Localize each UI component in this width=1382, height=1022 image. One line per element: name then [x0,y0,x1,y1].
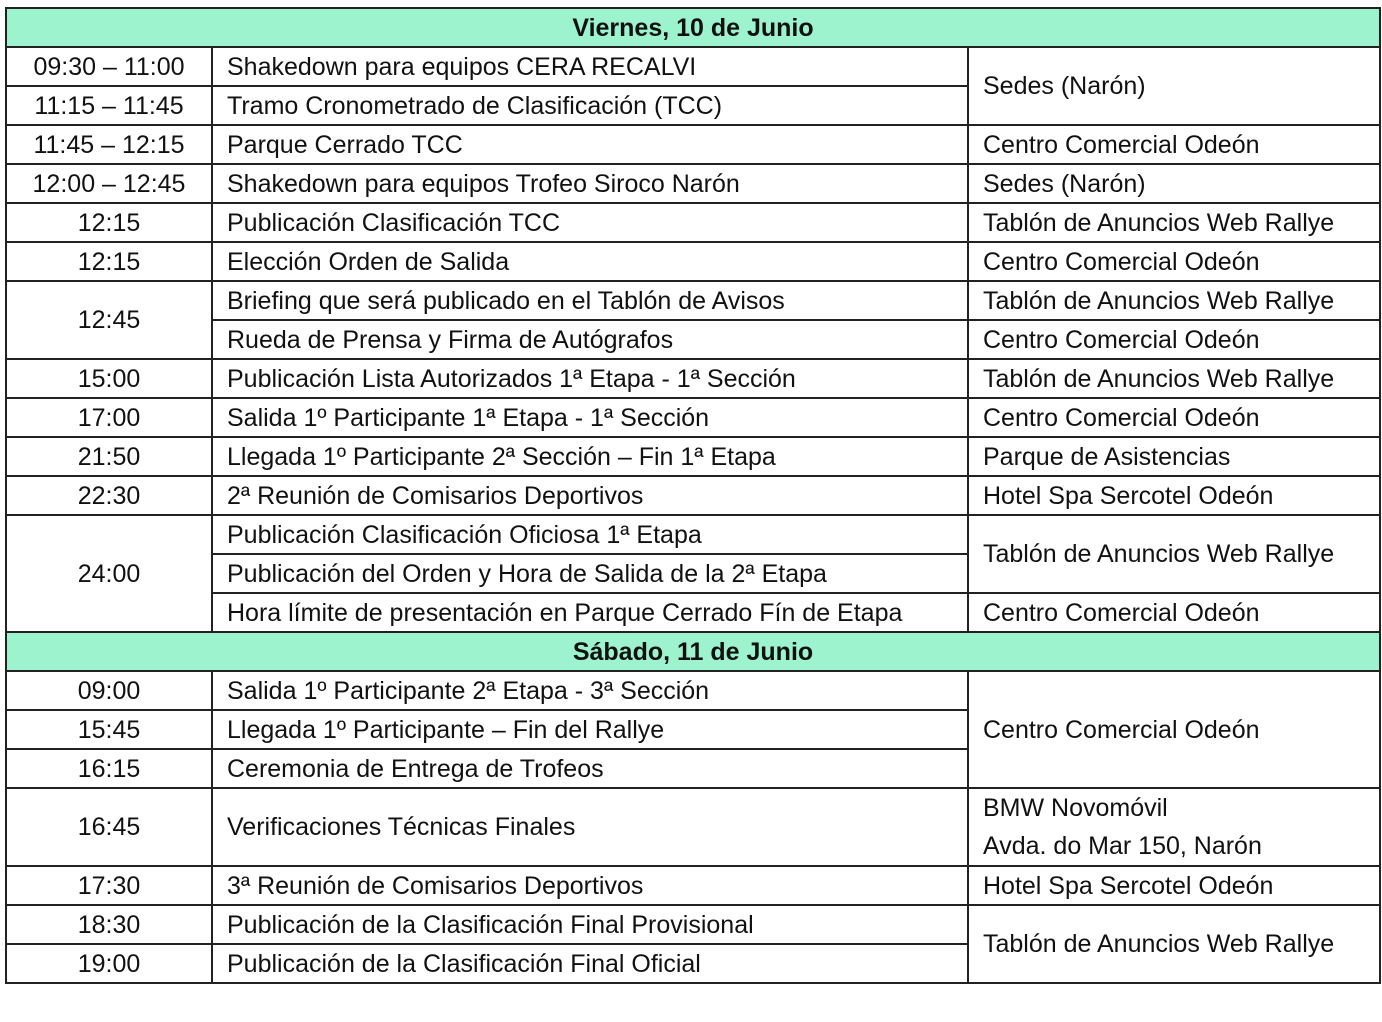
event-cell: 2ª Reunión de Comisarios Deportivos [212,476,968,515]
schedule-row [6,47,1380,86]
location-cell [968,437,1380,476]
schedule-row [6,476,1380,515]
time-cell: 09:00 [6,671,212,710]
event-cell: Tramo Cronometrado de Clasificación (TCC) [212,86,968,125]
time-cell: 12:45 [6,281,212,359]
event-cell: Salida 1º Participante 1ª Etapa - 1ª Sección [212,398,968,437]
event-cell: Shakedown para equipos CERA RECALVI [212,47,968,86]
location-line: Sedes (Narón) [983,72,1146,100]
location-line: Centro Comercial Odeón [983,130,1260,159]
time-cell: 24:00 [6,515,212,632]
day-header: Sábado, 11 de Junio [6,632,1380,671]
location-line: Tablón de Anuncios Web Rallye [983,930,1335,958]
location-cell [968,320,1380,359]
schedule-row [6,593,1380,632]
location-line: Centro Comercial Odeón [983,715,1260,744]
schedule-row [6,671,1380,710]
location-line: Centro Comercial Odeón [983,325,1260,354]
location-cell [968,866,1380,905]
time-cell: 15:00 [6,359,212,398]
time-cell: 22:30 [6,476,212,515]
schedule-row [6,242,1380,281]
event-cell: Publicación Clasificación Oficiosa 1ª Etapa [212,515,968,554]
location-cell [968,164,1380,203]
location-cell [968,47,1380,125]
location-cell [968,203,1380,242]
location-cell [968,398,1380,437]
location-cell [968,281,1380,320]
schedule-row [6,788,1380,866]
event-cell: Elección Orden de Salida [212,242,968,281]
event-cell: Parque Cerrado TCC [212,125,968,164]
time-cell: 17:00 [6,398,212,437]
location-cell [968,788,1380,866]
day-header-row [6,8,1380,47]
schedule-row [6,905,1380,944]
schedule-row [6,515,1380,554]
schedule-body [6,8,1380,983]
time-cell: 17:30 [6,866,212,905]
location-line: Avda. do Mar 150, Narón [983,832,1262,860]
location-line: Tablón de Anuncios Web Rallye [983,540,1335,568]
event-cell: Ceremonia de Entrega de Trofeos [212,749,968,788]
day-header: Viernes, 10 de Junio [6,8,1380,47]
schedule-row [6,320,1380,359]
location-line: Hotel Spa Sercotel Odeón [983,481,1274,510]
time-cell: 12:15 [6,203,212,242]
schedule-row [6,281,1380,320]
location-line: BMW Novomóvil [983,794,1168,822]
event-cell: Rueda de Prensa y Firma de Autógrafos [212,320,968,359]
location-cell [968,476,1380,515]
location-line: Tablón de Anuncios Web Rallye [983,364,1335,393]
event-cell: Llegada 1º Participante 2ª Sección – Fin 1ª Etapa [212,437,968,476]
event-cell: Llegada 1º Participante – Fin del Rallye [212,710,968,749]
location-cell [968,125,1380,164]
time-cell: 16:45 [6,788,212,866]
schedule-row [6,359,1380,398]
location-cell [968,671,1380,788]
time-cell: 11:15 – 11:45 [6,86,212,125]
location-line: Tablón de Anuncios Web Rallye [983,208,1335,237]
location-line: Centro Comercial Odeón [983,247,1260,276]
schedule-row [6,125,1380,164]
schedule-table [5,7,1381,984]
day-header-row [6,632,1380,671]
location-cell [968,242,1380,281]
event-cell: Verificaciones Técnicas Finales [212,788,968,866]
event-cell: Briefing que será publicado en el Tablón de Avisos [212,281,968,320]
event-cell: Publicación del Orden y Hora de Salida de la 2ª Etapa [212,554,968,593]
event-cell: Publicación de la Clasificación Final Provisional [212,905,968,944]
event-cell: Hora límite de presentación en Parque Cerrado Fín de Etapa [212,593,968,632]
location-line: Tablón de Anuncios Web Rallye [983,286,1335,315]
schedule-row [6,398,1380,437]
event-cell: Publicación Clasificación TCC [212,203,968,242]
location-line: Hotel Spa Sercotel Odeón [983,871,1274,900]
location-line: Parque de Asistencias [983,442,1231,471]
time-cell: 09:30 – 11:00 [6,47,212,86]
schedule-row [6,437,1380,476]
schedule-row [6,866,1380,905]
event-cell: Shakedown para equipos Trofeo Siroco Narón [212,164,968,203]
time-cell: 15:45 [6,710,212,749]
schedule-row [6,164,1380,203]
location-line: Centro Comercial Odeón [983,403,1260,432]
event-cell: Salida 1º Participante 2ª Etapa - 3ª Sección [212,671,968,710]
location-cell [968,515,1380,593]
location-cell [968,359,1380,398]
time-cell: 12:15 [6,242,212,281]
location-line: Sedes (Narón) [983,169,1146,198]
time-cell: 11:45 – 12:15 [6,125,212,164]
location-cell [968,593,1380,632]
location-line: Centro Comercial Odeón [983,598,1260,627]
time-cell: 16:15 [6,749,212,788]
location-cell [968,905,1380,983]
event-cell: Publicación Lista Autorizados 1ª Etapa - 1ª Sección [212,359,968,398]
time-cell: 19:00 [6,944,212,983]
time-cell: 18:30 [6,905,212,944]
event-cell: 3ª Reunión de Comisarios Deportivos [212,866,968,905]
event-cell: Publicación de la Clasificación Final Oficial [212,944,968,983]
time-cell: 12:00 – 12:45 [6,164,212,203]
time-cell: 21:50 [6,437,212,476]
schedule-row [6,203,1380,242]
